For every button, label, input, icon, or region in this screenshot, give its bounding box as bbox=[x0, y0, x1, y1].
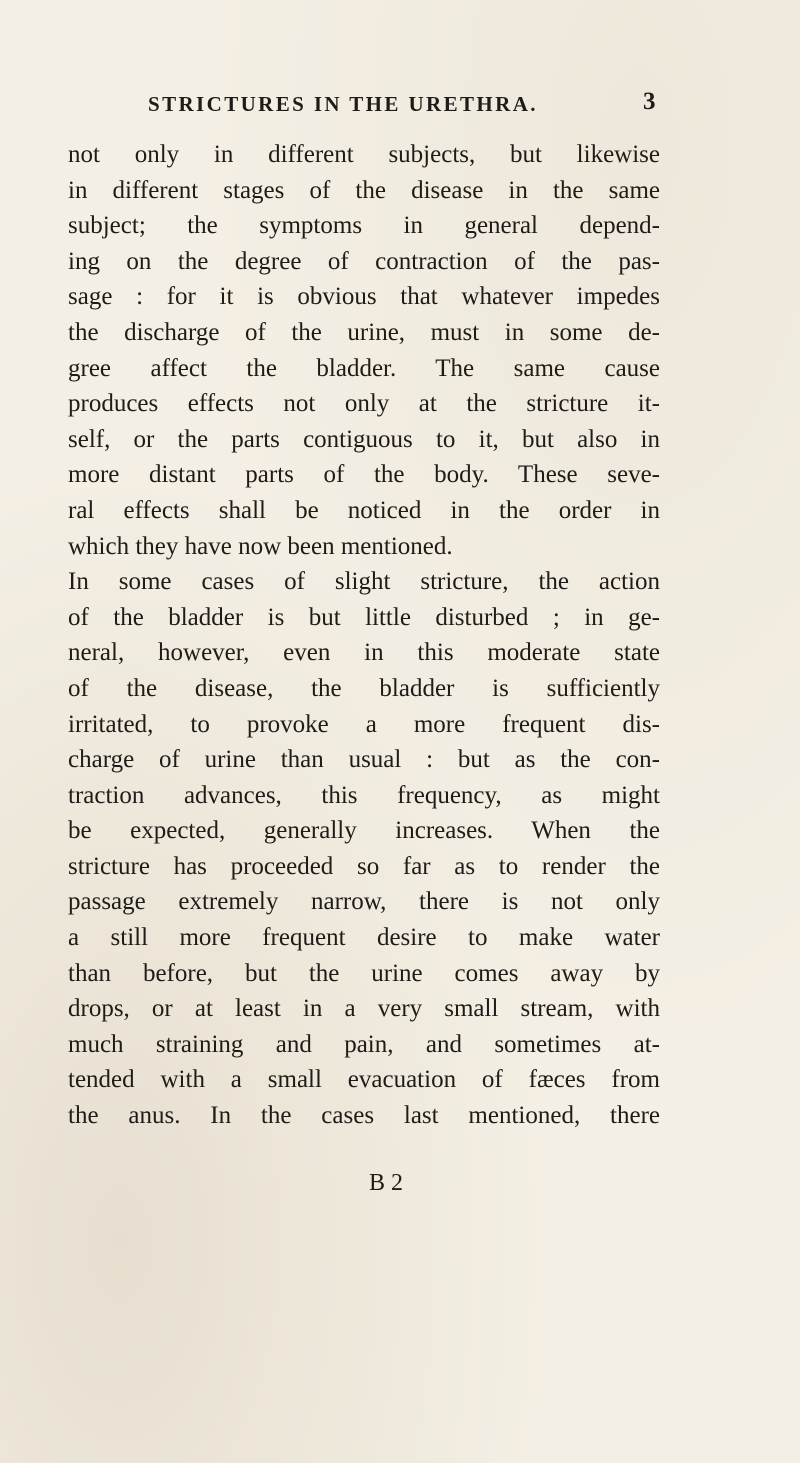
text-line: traction advances, this frequency, as might bbox=[68, 781, 660, 809]
text-line: subject; the symptoms in general depend- bbox=[68, 212, 660, 240]
text-line: of the disease, the bladder is sufficiently bbox=[68, 674, 660, 702]
running-head: STRICTURES IN THE URETHRA. bbox=[148, 92, 538, 116]
text-line: in different stages of the disease in the same bbox=[68, 176, 660, 204]
text-line: than before, but the urine comes away by bbox=[68, 959, 660, 987]
text-line: of the bladder is but little disturbed ; in ge- bbox=[68, 603, 660, 631]
text-line: produces effects not only at the stricture it- bbox=[68, 390, 660, 418]
text-line: sage : for it is obvious that whatever impedes bbox=[68, 283, 660, 311]
text-line: irritated, to provoke a more frequent dis- bbox=[68, 710, 660, 738]
text-line: stricture has proceeded so far as to render the bbox=[68, 852, 660, 880]
text-line: which they have now been mentioned. bbox=[68, 532, 453, 560]
text-line: a still more frequent desire to make water bbox=[68, 924, 660, 952]
text-line: ing on the degree of contraction of the pas- bbox=[68, 247, 660, 275]
text-line: tended with a small evacuation of fæces from bbox=[68, 1066, 660, 1094]
page-number: 3 bbox=[643, 88, 656, 115]
text-line: not only in different subjects, but likewise bbox=[68, 141, 660, 168]
signature-mark: B 2 bbox=[369, 1170, 404, 1196]
text-line: drops, or at least in a very small stream, with bbox=[68, 995, 660, 1023]
text-line: the discharge of the urine, must in some de- bbox=[68, 318, 660, 346]
text-line: more distant parts of the body. These seve- bbox=[68, 461, 660, 489]
text-line: neral, however, even in this moderate state bbox=[68, 639, 660, 667]
text-line: ral effects shall be noticed in the order in bbox=[68, 496, 660, 524]
text-line: passage extremely narrow, there is not only bbox=[68, 888, 660, 916]
text-line: self, or the parts contiguous to it, but also in bbox=[68, 425, 660, 453]
text-line: be expected, generally increases. When the bbox=[68, 817, 660, 845]
text-line: charge of urine than usual : but as the con- bbox=[68, 746, 660, 774]
text-line: In some cases of slight stricture, the action bbox=[68, 568, 660, 596]
text-line: the anus. In the cases last mentioned, there bbox=[68, 1102, 660, 1130]
body-text bbox=[68, 137, 660, 1134]
text-line: gree affect the bladder. The same cause bbox=[68, 354, 660, 382]
text-line: much straining and pain, and sometimes at- bbox=[68, 1030, 660, 1058]
